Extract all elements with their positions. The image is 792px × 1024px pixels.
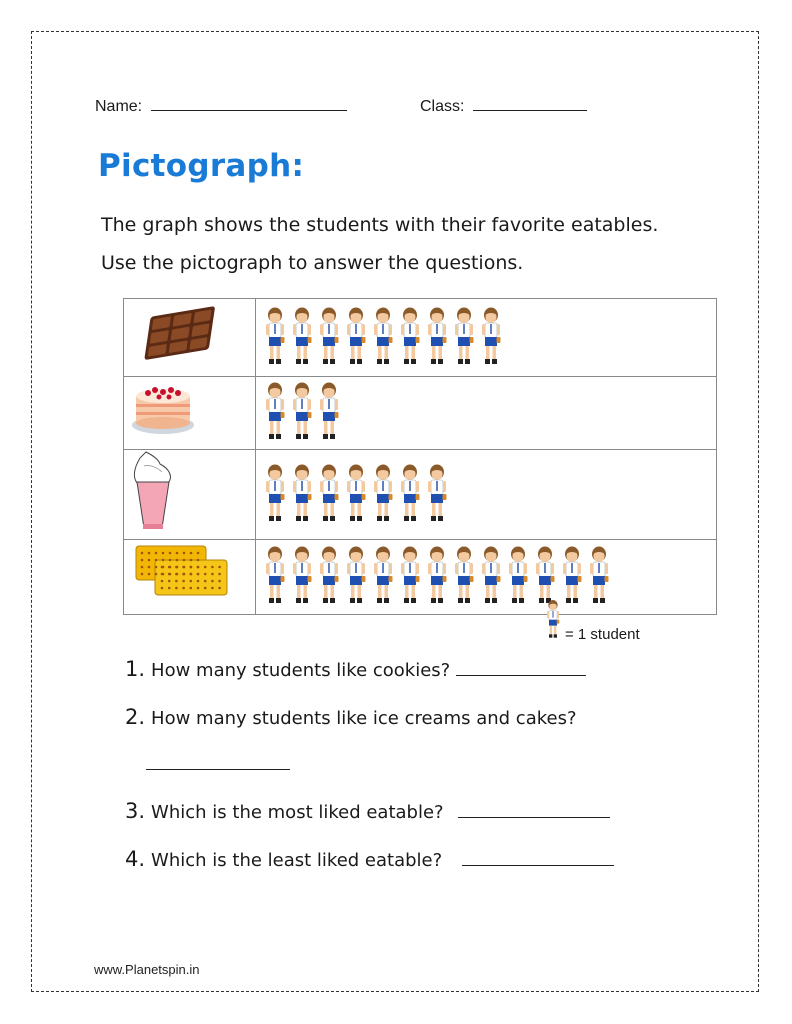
chocolate-icon [124, 299, 255, 372]
student-icon [290, 306, 314, 370]
question-1 [125, 657, 586, 681]
student-icon [263, 306, 287, 370]
student-icon [425, 463, 449, 527]
answer-blank[interactable] [146, 755, 290, 770]
student-icon [452, 545, 476, 609]
student-icon [263, 381, 287, 445]
student-icon [290, 545, 314, 609]
class-blank[interactable] [473, 96, 587, 111]
student-icon [398, 545, 422, 609]
intro-line-1: The graph shows the students with their favorite eatables. [101, 214, 659, 236]
question-number: 4. [125, 847, 146, 871]
question-text: Which is the most liked eatable? [151, 802, 444, 823]
question-3 [125, 799, 610, 823]
kids-row [263, 306, 716, 370]
student-icon [344, 545, 368, 609]
question-number: 2. [125, 705, 146, 729]
kids-row [263, 545, 716, 609]
pictograph-key [545, 599, 640, 643]
answer-blank[interactable] [458, 803, 610, 818]
answer-blank[interactable] [462, 851, 614, 866]
student-icon [317, 545, 341, 609]
cake-icon [124, 377, 255, 445]
page-title: Pictograph: [98, 148, 305, 184]
student-icon [425, 306, 449, 370]
kids-row [263, 463, 716, 527]
student-icon [344, 463, 368, 527]
chart-row-cake [124, 377, 717, 450]
student-icon [479, 306, 503, 370]
intro-line-2: Use the pictograph to answer the questions. [101, 252, 524, 274]
student-icon [263, 545, 287, 609]
student-icon [506, 545, 530, 609]
chart-row-chocolate [124, 299, 717, 377]
name-label: Name: [95, 98, 143, 115]
student-icon [371, 463, 395, 527]
ice-cream-icon [124, 450, 255, 535]
question-text: How many students like cookies? [151, 660, 451, 681]
cookies-icon [124, 540, 255, 610]
key-text: = 1 student [565, 626, 640, 643]
student-icon [371, 545, 395, 609]
class-field[interactable] [420, 96, 587, 116]
question-4 [125, 847, 614, 871]
student-icon [425, 545, 449, 609]
student-icon [290, 381, 314, 445]
answer-blank[interactable] [456, 661, 586, 676]
question-text: Which is the least liked eatable? [151, 850, 443, 871]
footer-url: www.Planetspin.in [94, 962, 200, 977]
student-icon [452, 306, 476, 370]
student-icon [263, 463, 287, 527]
chart-row-ice-cream [124, 450, 717, 540]
name-field[interactable] [95, 96, 347, 116]
question-number: 1. [125, 657, 146, 681]
student-icon [317, 306, 341, 370]
student-icon [317, 463, 341, 527]
name-blank[interactable] [151, 96, 347, 111]
student-icon [290, 463, 314, 527]
student-icon [398, 306, 422, 370]
question-2-answer[interactable] [140, 754, 290, 775]
key-student-icon [545, 599, 561, 643]
question-text: How many students like ice creams and cakes? [151, 708, 577, 729]
student-icon [344, 306, 368, 370]
class-label: Class: [420, 98, 465, 115]
question-2 [125, 705, 577, 729]
question-number: 3. [125, 799, 146, 823]
student-icon [317, 381, 341, 445]
student-icon [479, 545, 503, 609]
student-icon [398, 463, 422, 527]
student-icon [371, 306, 395, 370]
pictograph-table [123, 298, 717, 615]
kids-row [263, 381, 716, 445]
